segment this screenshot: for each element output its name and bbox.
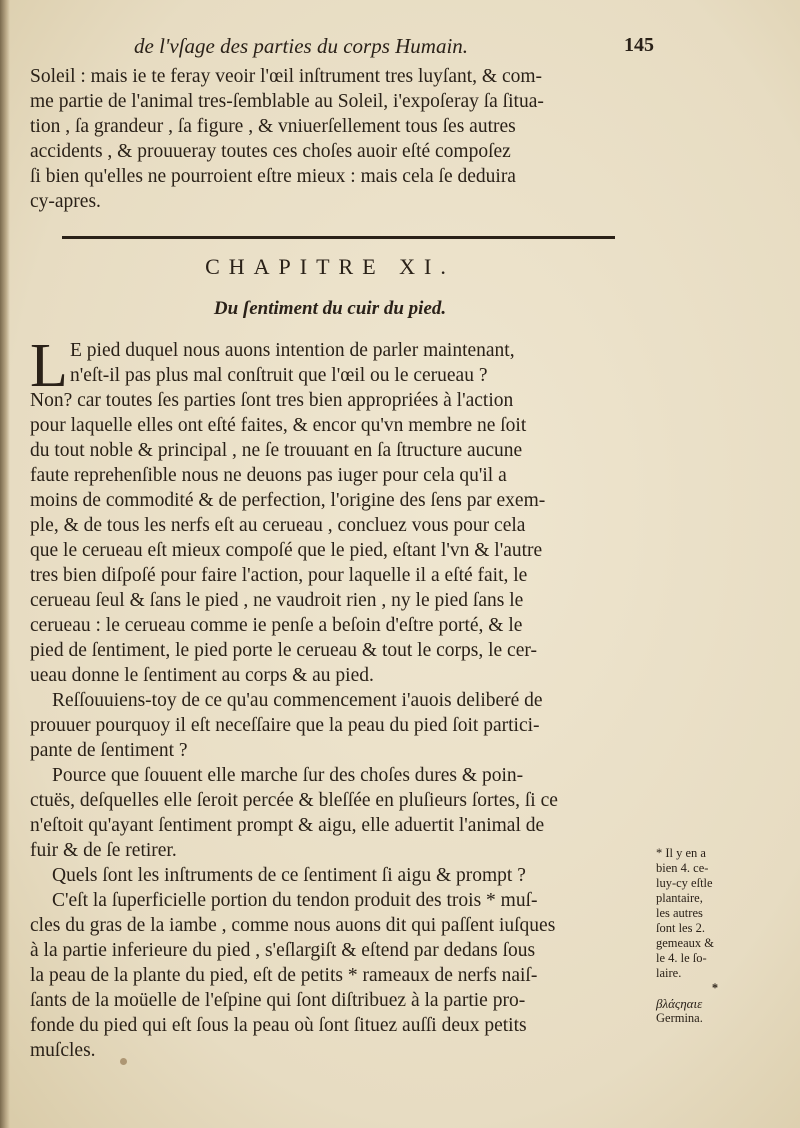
text-line: pied de ſentiment, le pied porte le cerueau & tout le corps, le cer- bbox=[30, 640, 537, 661]
chapter-title: CHAPITRE XI. bbox=[205, 254, 455, 279]
text-line: à la partie inferieure du pied , s'eſlargiſt & eſtend par dedans ſous bbox=[30, 940, 536, 961]
text-line: moins de commodité & de perfection, l'origine des ſens par exem- bbox=[30, 490, 546, 511]
margin-note-line: les autres bbox=[656, 906, 703, 920]
text-line: Quels ſont les inſtruments de ce ſentiment ſi aigu & prompt ? bbox=[52, 865, 526, 886]
text-line: cerueau : le cerueau comme ie penſe a beſoin d'eſtre porté, & le bbox=[30, 615, 523, 636]
text-line: ple, & de tous les nerfs eſt au cerueau , concluez vous pour cela bbox=[30, 515, 526, 536]
margin-note-line: * Il y en a bbox=[656, 846, 706, 860]
text-line: Reſſouuiens-toy de ce qu'au commencement i'auois deliberé de bbox=[52, 690, 543, 711]
text-line: faute reprehenſible nous ne deuons pas iuger pour cela qu'il a bbox=[30, 465, 507, 486]
intro-paragraph bbox=[30, 64, 656, 214]
margin-note-line: Germina. bbox=[656, 1011, 703, 1025]
text-line: cy-apres. bbox=[30, 191, 101, 212]
text-line: fonde du pied qui eſt ſous la peau où ſont ſituez auſſi deux petits bbox=[30, 1015, 527, 1036]
text-line: E pied duquel nous auons intention de parler maintenant, bbox=[70, 340, 515, 361]
text-line: Soleil : mais ie te feray veoir l'œil inſtrument tres luyſant, & com- bbox=[30, 66, 543, 87]
margin-note-line: * bbox=[711, 981, 719, 995]
margin-note-line: bien 4. ce- bbox=[656, 861, 709, 875]
text-line: me partie de l'animal tres-ſemblable au Soleil, i'expoſeray ſa ſitua- bbox=[30, 91, 544, 112]
ink-stain bbox=[120, 1058, 127, 1065]
text-line: prouuer pourquoy il eſt neceſſaire que la peau du pied ſoit partici- bbox=[30, 715, 540, 736]
chapter-body bbox=[30, 338, 656, 1063]
running-title: de l'vſage des parties du corps Humain. bbox=[134, 34, 469, 58]
text-line: Non? car toutes ſes parties ſont tres bien appropriées à l'action bbox=[30, 390, 514, 411]
margin-note-line: plantaire, bbox=[656, 891, 703, 905]
text-line: tion , ſa grandeur , ſa figure , & vniuerſellement tous ſes autres bbox=[30, 116, 516, 137]
text-line: tres bien diſpoſé pour faire l'action, pour laquelle il a eſté fait, le bbox=[30, 565, 528, 586]
text-line: fuir & de ſe retirer. bbox=[30, 840, 177, 861]
text-line: du tout noble & principal , ne ſe trouuant en ſa ſtructure aucune bbox=[30, 440, 523, 461]
margin-note-line: le 4. le ſo- bbox=[656, 951, 707, 965]
text-line: pour laquelle elles ont eſté faites, & encor qu'vn membre ne ſoit bbox=[30, 415, 527, 436]
text-line: ſants de la moüelle de l'eſpine qui ſont diſtribuez à la partie pro- bbox=[30, 990, 526, 1011]
text-line: accidents , & prouueray toutes ces choſes auoir eſté compoſez bbox=[30, 141, 511, 162]
text-line: C'eſt la ſuperficielle portion du tendon produit des trois * muſ- bbox=[52, 890, 538, 911]
text-line: cerueau ſeul & ſans le pied , ne vaudroit rien , ny le pied ſans le bbox=[30, 590, 524, 611]
chapter-subtitle: Du ſentiment du cuir du pied. bbox=[213, 298, 447, 319]
text-line: muſcles. bbox=[30, 1040, 96, 1061]
text-line: que le cerueau eſt mieux compoſé que le pied, eſtant l'vn & l'autre bbox=[30, 540, 543, 561]
text-line: ueau donne le ſentiment au corps & au pied. bbox=[30, 665, 374, 686]
text-line: n'eſtoit qu'ayant ſentiment prompt & aigu, elle aduertit l'animal de bbox=[30, 815, 545, 836]
page-number: 145 bbox=[624, 34, 654, 56]
margin-note-line: βλάςηαιε bbox=[656, 996, 703, 1011]
text-line: n'eſt-il pas plus mal conſtruit que l'œil ou le cerueau ? bbox=[70, 365, 488, 386]
text-line: ſi bien qu'elles ne pourroient eſtre mieux : mais cela ſe deduira bbox=[30, 166, 516, 187]
page-header bbox=[134, 34, 654, 64]
text-line: ctuës, deſquelles elle ſeroit percée & bleſſée en pluſieurs ſortes, ſi ce bbox=[30, 790, 558, 811]
margin-note-line: laire. bbox=[656, 966, 682, 980]
text-line: pante de ſentiment ? bbox=[30, 740, 188, 761]
drop-cap: L bbox=[30, 332, 68, 400]
section-divider bbox=[62, 236, 615, 239]
margin-notes bbox=[656, 846, 774, 1026]
page-gutter-shadow bbox=[0, 0, 10, 1128]
margin-note-line: luy-cy eſtle bbox=[656, 876, 713, 890]
text-line: cles du gras de la iambe , comme nous auons dit qui paſſent iuſques bbox=[30, 915, 556, 936]
margin-note-line: ſont les 2. bbox=[656, 921, 705, 935]
margin-note-line: gemeaux & bbox=[656, 936, 714, 950]
text-line: Pource que ſouuent elle marche ſur des choſes dures & poin- bbox=[52, 765, 524, 786]
text-line: la peau de la plante du pied, eſt de petits * rameaux de nerfs naiſ- bbox=[30, 965, 538, 986]
